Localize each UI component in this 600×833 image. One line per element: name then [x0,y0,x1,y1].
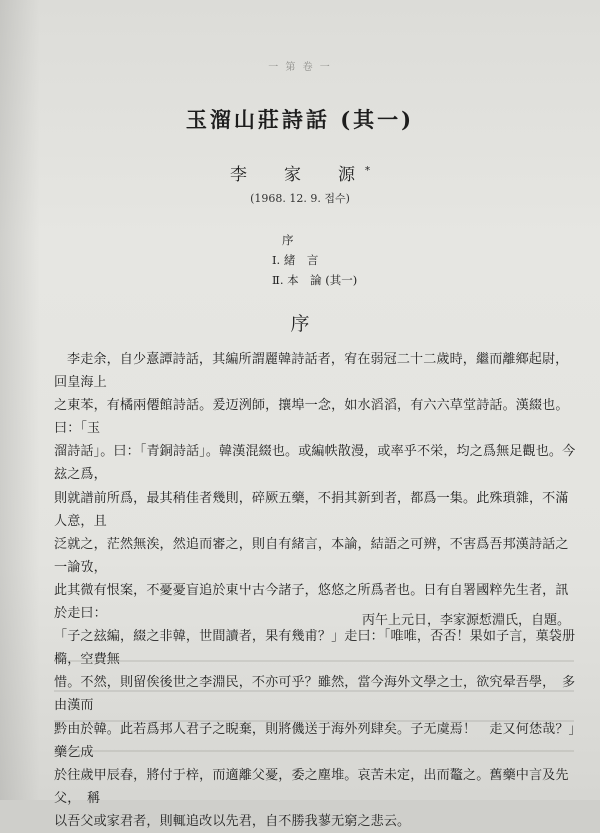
body-line: 於往歲甲辰春，將付于梓，而適離父憂，委之塵堆。哀苦未定，出而鼇之。舊藥中言及先父， 稱 [54,767,569,806]
author-footnote-mark: * [365,165,370,177]
body-line: 黔由於韓。此若爲邦人君子之睨棄，則將僟送于海外列肆矣。子无虞焉！ 走又何恷哉？」藥乞成 [54,721,576,760]
section-title: 序 [290,313,310,335]
body-line: 之東苯，有橘兩僊館詩話。爰迈洌師，攘埠一念，如水滔滔，有六六草堂詩話。漢綴也。曰：「玉 [54,398,569,437]
body-line: 泛就之，茫然無涘，然追而審之，則自有緒言，本論，結語之可辨，不害爲吾邦漢詩話之一論攷， [54,536,569,575]
toc-heading: 序 [282,233,294,247]
body-line: 以吾父或家君者，則輒追改以先君，自不勝我蓼无窮之悲云。 [54,813,411,829]
article-title: 玉溜山莊詩話 (其一) [185,107,415,132]
bleed-through-text [54,720,574,722]
signature-line: 丙午上元日，李家源惁淵氏，自題。 [361,613,570,628]
body-line: 惜。不然，則留俟後世之李淵民，不亦可乎？雖然，當今海外文學之士，欲究晕吾學， 多由漢而 [54,675,576,714]
bleed-through-text [54,750,574,752]
bleed-through-text [54,660,574,662]
body-line: 則就譜前所爲，最其稍佳者幾則，碎厥五藥，不捐其新到者，都爲一集。此殊瑣雜，不滿人意，且 [54,490,569,529]
bleed-through-text [54,690,574,692]
body-line: 溜詩話」。曰：「青銅詩話」。韓漢混綴也。或編帙散漫，或率乎不栄，均之爲無足觀也。今玆之爲， [54,444,576,483]
body-line: 李走余，自少憙譚詩話，其編所謂麗韓詩話者，宥在弱冠二十二歲時，繼而離鄉起尉，回皇海上 [54,352,569,391]
running-head: 一 第 卷 一 [268,62,332,73]
toc-item: Ⅱ. 本 論 (其一) [272,273,358,287]
table-of-contents [272,230,357,290]
received-date: (1968. 12. 9. 접수) [250,192,350,205]
author-line [0,160,600,185]
body-line: 此其微有恨案，不憂憂盲追於東屮古今諸子，悠悠之所爲者也。日有自署國粹先生者，訊於走曰： [54,582,569,622]
preface-body [54,348,576,833]
toc-item: Ⅰ. 緒 言 [272,253,319,267]
body-line: 「子之玆編，綴之非韓，世間讀者，果有幾甫？」走曰：「唯唯，否否！果如子言，菓袋册橢，空費無 [54,629,576,668]
author-name: 李 家 源 [230,165,365,185]
